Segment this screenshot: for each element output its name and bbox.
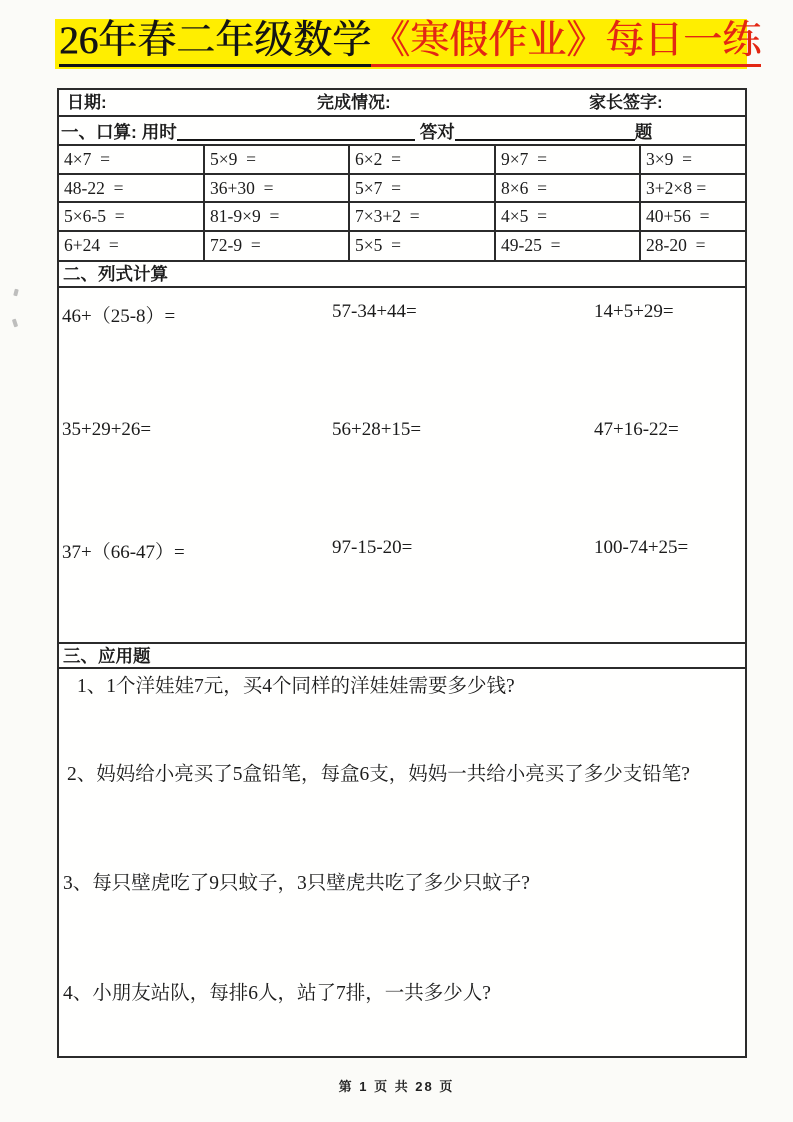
calc-problem: 37+（66-47）= (62, 542, 185, 563)
worksheet-table (57, 88, 747, 1058)
unit-label: 题 (634, 121, 653, 142)
oral-problem: 48-22 = (59, 175, 205, 204)
oral-problem: 6×2 = (350, 146, 496, 175)
oral-problem: 28-20 = (646, 234, 706, 255)
oral-problem: 3×9 = (641, 146, 745, 175)
oral-problem: 6+24 = (59, 232, 205, 261)
info-row (59, 90, 745, 117)
oral-problem: 5×7 = (350, 175, 496, 204)
oral-problem: 4×5 = (496, 203, 641, 232)
worksheet-title-band (55, 19, 762, 69)
signature-label: 家长签字: (589, 93, 663, 112)
scan-artifact (13, 289, 19, 297)
calc-problem: 47+16-22= (594, 419, 679, 440)
word-problem: 3、每只壁虎吃了9只蚊子，3只壁虎共吃了多少只蚊子? (63, 873, 530, 894)
calc-problem: 46+（25-8）= (62, 306, 176, 327)
oral-problem: 5×9 = (205, 146, 350, 175)
oral-problem: 5×6-5 = (59, 203, 205, 232)
calc-problem: 100-74+25= (594, 537, 689, 558)
column-calc-heading: 二、列式计算 (59, 262, 745, 288)
completion-label: 完成情况: (317, 93, 391, 112)
date-label: 日期: (67, 93, 107, 112)
oral-problem: 8×6 = (496, 175, 641, 204)
word-problems-heading: 三、应用题 (59, 644, 745, 669)
oral-problem: 9×7 = (496, 146, 641, 175)
oral-problem: 40+56 = (641, 203, 745, 232)
scan-artifact (12, 319, 18, 328)
oral-section-heading-row (59, 117, 745, 146)
column-calc-area (59, 288, 745, 644)
oral-problem: 72-9 = (205, 232, 350, 261)
oral-problem: 36+30 = (205, 175, 350, 204)
calc-problem: 56+28+15= (332, 419, 422, 440)
oral-math-grid (59, 146, 745, 262)
word-problem: 1、1个洋娃娃7元，买4个同样的洋娃娃需要多少钱? (77, 676, 515, 697)
oral-problem: 5×5 = (350, 232, 496, 261)
oral-problem: 4×7 = (59, 146, 205, 175)
oral-problem: 49-25 = (496, 232, 641, 261)
oral-heading: 一、口算: 用时 (61, 121, 177, 142)
oral-problem: 81-9×9 = (205, 203, 350, 232)
word-problems-area (59, 669, 745, 1056)
title-red-text: 《寒假作业》每日一练 (371, 20, 761, 67)
calc-problem: 57-34+44= (332, 301, 417, 322)
page-indicator: 第 1 页 共 28 页 (338, 1079, 455, 1094)
calc-problem: 97-15-20= (332, 537, 413, 558)
calc-problem: 14+5+29= (594, 301, 674, 322)
oral-problem: 7×3+2 = (350, 203, 496, 232)
answer-count-label: 答对 (419, 121, 455, 142)
calc-problem: 35+29+26= (62, 419, 152, 440)
title-black-text: 26年春二年级数学 (59, 20, 371, 67)
answer-blank-line (455, 127, 635, 141)
word-problem: 4、小朋友站队，每排6人，站了7排，一共多少人? (63, 983, 491, 1004)
word-problem: 2、妈妈给小亮买了5盒铅笔，每盒6支，妈妈一共给小亮买了多少支铅笔? (67, 764, 690, 785)
time-blank-line (177, 127, 415, 141)
oral-problem: 3+2×8 = (641, 175, 745, 204)
